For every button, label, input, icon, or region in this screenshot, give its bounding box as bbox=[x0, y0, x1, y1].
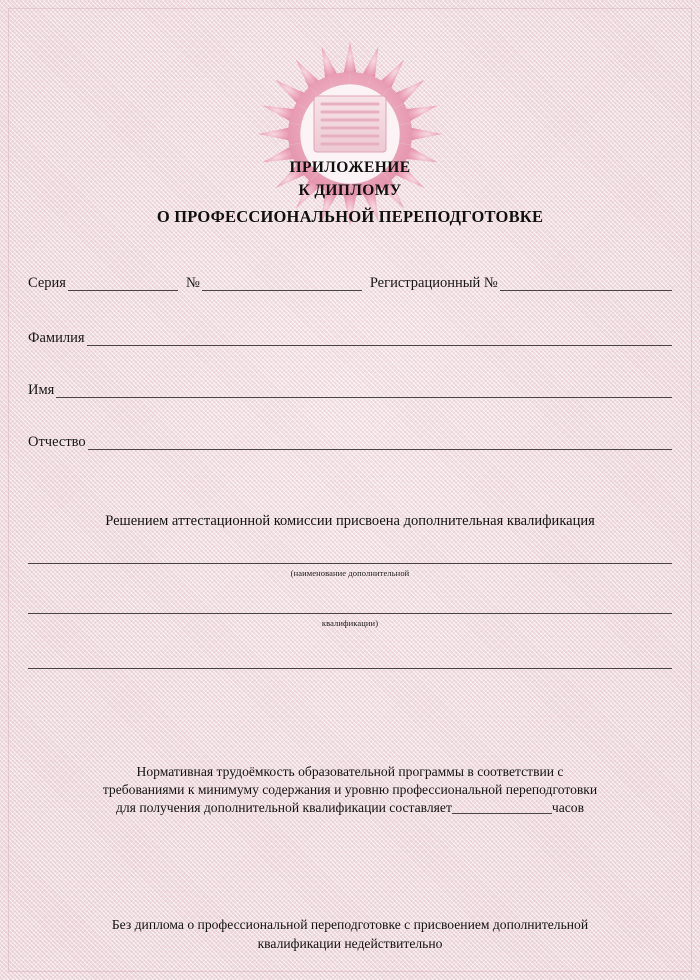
surname-input[interactable] bbox=[87, 331, 673, 346]
validity-note-line-2: квалификации недействительно bbox=[257, 936, 443, 951]
patronymic-label: Отчество bbox=[28, 434, 86, 450]
series-number-registration-row bbox=[28, 275, 672, 291]
surname-label: Фамилия bbox=[28, 330, 85, 346]
qualification-input-line-1[interactable] bbox=[28, 563, 672, 564]
title-line-1: ПРИЛОЖЕНИЕ bbox=[289, 159, 411, 176]
title-line-2: К ДИПЛОМУ bbox=[298, 182, 402, 199]
qualification-input-line-3[interactable] bbox=[28, 668, 672, 669]
firstname-row bbox=[28, 382, 672, 398]
qualification-caption-line-1: (наименование дополнительной bbox=[290, 568, 410, 578]
surname-row bbox=[28, 330, 672, 346]
firstname-label: Имя bbox=[28, 382, 55, 398]
validity-note-line-1: Без диплома о профессиональной переподготовке с присвоением дополнительной bbox=[111, 917, 589, 932]
patronymic-input[interactable] bbox=[88, 435, 672, 450]
series-label: Серия bbox=[28, 275, 66, 291]
workload-line-2: требованиями к минимуму содержания и уровню профессиональной переподготовки bbox=[102, 782, 598, 797]
number-input[interactable] bbox=[202, 276, 362, 291]
title-line-3: О ПРОФЕССИОНАЛЬНОЙ ПЕРЕПОДГОТОВКЕ bbox=[156, 207, 544, 226]
workload-line-3-after: часов bbox=[551, 800, 585, 815]
workload-line-1: Нормативная трудоёмкость образовательной программы в соответствии с bbox=[136, 764, 564, 779]
qualification-caption-line-2: квалификации) bbox=[321, 618, 379, 628]
patronymic-row bbox=[28, 434, 672, 450]
firstname-input[interactable] bbox=[56, 383, 672, 398]
workload-paragraph bbox=[60, 763, 640, 817]
registration-number-input[interactable] bbox=[500, 276, 672, 291]
hours-input[interactable] bbox=[452, 801, 552, 814]
qualification-input-line-2[interactable] bbox=[28, 613, 672, 614]
series-input[interactable] bbox=[68, 276, 178, 291]
workload-line-3-before: для получения дополнительной квалификации составляет bbox=[115, 800, 452, 815]
number-label: № bbox=[185, 275, 200, 291]
qualification-statement: Решением аттестационной комиссии присвоена дополнительная квалификация bbox=[105, 513, 595, 529]
document-title bbox=[0, 158, 700, 228]
registration-number-label: Регистрационный № bbox=[369, 275, 498, 291]
validity-note bbox=[60, 915, 640, 953]
workload-line-3 bbox=[60, 799, 640, 817]
